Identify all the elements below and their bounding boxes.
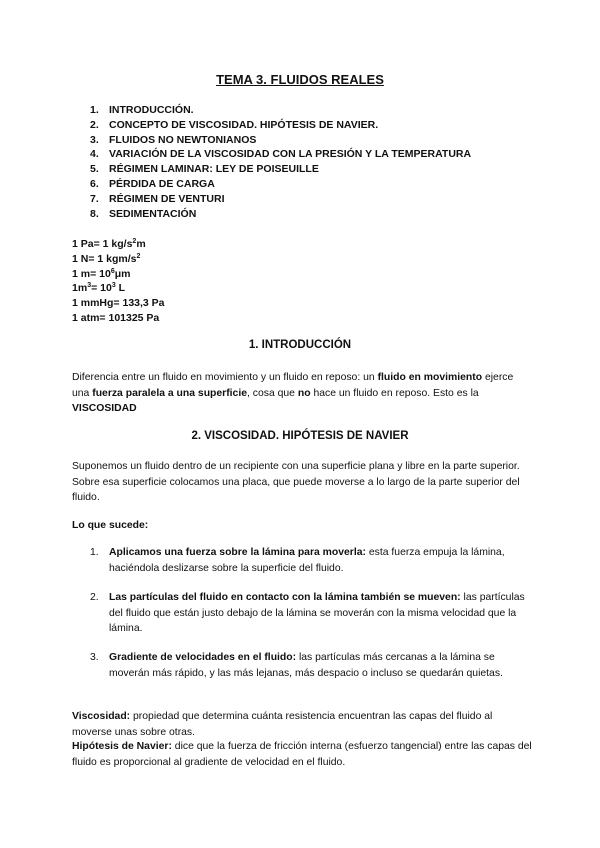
subheading [72, 518, 532, 534]
toc-item [90, 148, 471, 163]
section2-intro: Suponemos un fluido dentro de un recipiente con una superficie plana y libre en la parte superior. Sobre esa superficie colocamos una placa, que puede moverse a lo largo de la parte superior del fluido. [72, 461, 520, 503]
bold-text: no [297, 387, 311, 399]
toc-number: 7. [90, 192, 99, 205]
unit-conversions [72, 238, 165, 327]
bold-text: Viscosidad: [72, 711, 131, 722]
list-text [109, 650, 530, 681]
toc-number: 5. [90, 163, 99, 176]
bold-text: fluido en movimiento [377, 372, 483, 383]
section-heading: 1. INTRODUCCIÓN [248, 339, 352, 351]
list-item [90, 545, 530, 576]
toc-item [90, 193, 471, 208]
paragraph-text: Diferencia entre un fluido en movimiento y un fluido en reposo: un [72, 372, 378, 383]
toc-item [90, 163, 471, 178]
unit-row [72, 297, 165, 312]
paragraph-text: hace un fluido en reposo. Esto es la [310, 387, 479, 399]
section-heading: 2. VISCOSIDAD. HIPÓTESIS DE NAVIER [191, 430, 409, 442]
toc-item [90, 208, 471, 223]
unit-exponent: 6 [110, 267, 115, 275]
toc-number: 6. [90, 177, 99, 190]
toc-item [90, 134, 471, 149]
unit-row [72, 312, 165, 327]
unit-text: L [115, 282, 126, 295]
toc-number: 4. [90, 148, 99, 161]
bold-text: Hipótesis de Navier: [72, 741, 172, 752]
unit-row [72, 282, 165, 297]
unit-text: 1 m= 10 [72, 267, 111, 280]
unit-text: m [136, 238, 146, 250]
table-of-contents [90, 104, 471, 222]
list-item [90, 590, 530, 637]
list-number: 1. [90, 547, 99, 558]
unit-text: 1 N= 1 kgm/s [72, 252, 137, 265]
toc-label: CONCEPTO DE VISCOSIDAD. HIPÓTESIS DE NAVIER. [109, 118, 379, 131]
list-text [109, 590, 530, 637]
page-title: TEMA 3. FLUIDOS REALES [216, 72, 384, 87]
toc-label: FLUIDOS NO NEWTONIANOS [109, 133, 257, 146]
toc-number: 2. [90, 118, 99, 131]
navier-definition [72, 739, 532, 770]
paragraph-text: las partículas del fluido que están justo debajo de la lámina se moverán con la misma velocidad que la lámina. [109, 592, 525, 634]
toc-label: RÉGIMEN LAMINAR: LEY DE POISEUILLE [109, 163, 319, 176]
list-number: 2. [90, 592, 99, 603]
unit-exponent: 2 [132, 238, 137, 245]
list-number: 3. [90, 652, 99, 663]
paragraph-text: propiedad que determina cuánta resistencia encuentran las capas del fluido al moverse unas sobre otras. [72, 711, 493, 738]
paragraph-text: , cosa que [247, 387, 298, 399]
unit-exponent: 2 [136, 252, 141, 260]
toc-number: 8. [90, 207, 99, 220]
list-text [109, 545, 530, 576]
bold-text: Gradiente de velocidades en el fluido: [109, 652, 297, 663]
unit-text: μm [114, 267, 131, 280]
bold-text: Aplicamos una fuerza sobre la lámina para moverla: [109, 547, 366, 558]
unit-exponent: 3 [111, 282, 116, 290]
viscosity-definition [72, 709, 532, 740]
list-item [90, 650, 530, 681]
toc-label: INTRODUCCIÓN. [109, 104, 194, 116]
toc-label: SEDIMENTACIÓN [109, 207, 197, 220]
unit-text: 1 mmHg= 133,3 Pa [72, 297, 165, 310]
toc-label: RÉGIMEN DE VENTURI [109, 192, 225, 205]
bold-text: Lo que sucede: [72, 520, 149, 531]
bold-text: VISCOSIDAD [72, 403, 137, 414]
unit-text: 1m [72, 282, 88, 295]
bold-text: fuerza paralela a una superficie [92, 387, 248, 399]
bold-text: Las partículas del fluido en contacto con la lámina también se mueven: [109, 592, 461, 603]
toc-item [90, 119, 471, 134]
unit-text: 1 atm= 101325 Pa [72, 311, 160, 324]
paragraph-text: las partículas más cercanas a la lámina se moverán más rápido, y las más lejanas, más despacio o incluso se quedarán quietas. [109, 652, 503, 679]
unit-row [72, 238, 165, 253]
intro-paragraph [72, 370, 532, 417]
toc-label: PÉRDIDA DE CARGA [109, 177, 215, 190]
toc-item [90, 178, 471, 193]
unit-row [72, 253, 165, 268]
unit-row [72, 268, 165, 283]
paragraph-text: ejerce una [72, 372, 514, 399]
paragraph-text: dice que la fuerza de fricción interna (esfuerzo tangencial) entre las capas del fluido es proporcional al gradiente de velocidad en el fluido. [72, 741, 532, 768]
unit-text: = 10 [91, 282, 112, 295]
paragraph-text: esta fuerza empuja la lámina, haciéndola deslizarse sobre la superficie del fluido. [109, 547, 505, 574]
toc-number: 1. [90, 104, 99, 116]
toc-label: VARIACIÓN DE LA VISCOSIDAD CON LA PRESIÓN Y LA TEMPERATURA [109, 148, 472, 161]
unit-exponent: 3 [87, 282, 92, 290]
toc-number: 3. [90, 133, 99, 146]
unit-text: 1 Pa= 1 kg/s [72, 238, 133, 250]
toc-item [90, 104, 471, 119]
